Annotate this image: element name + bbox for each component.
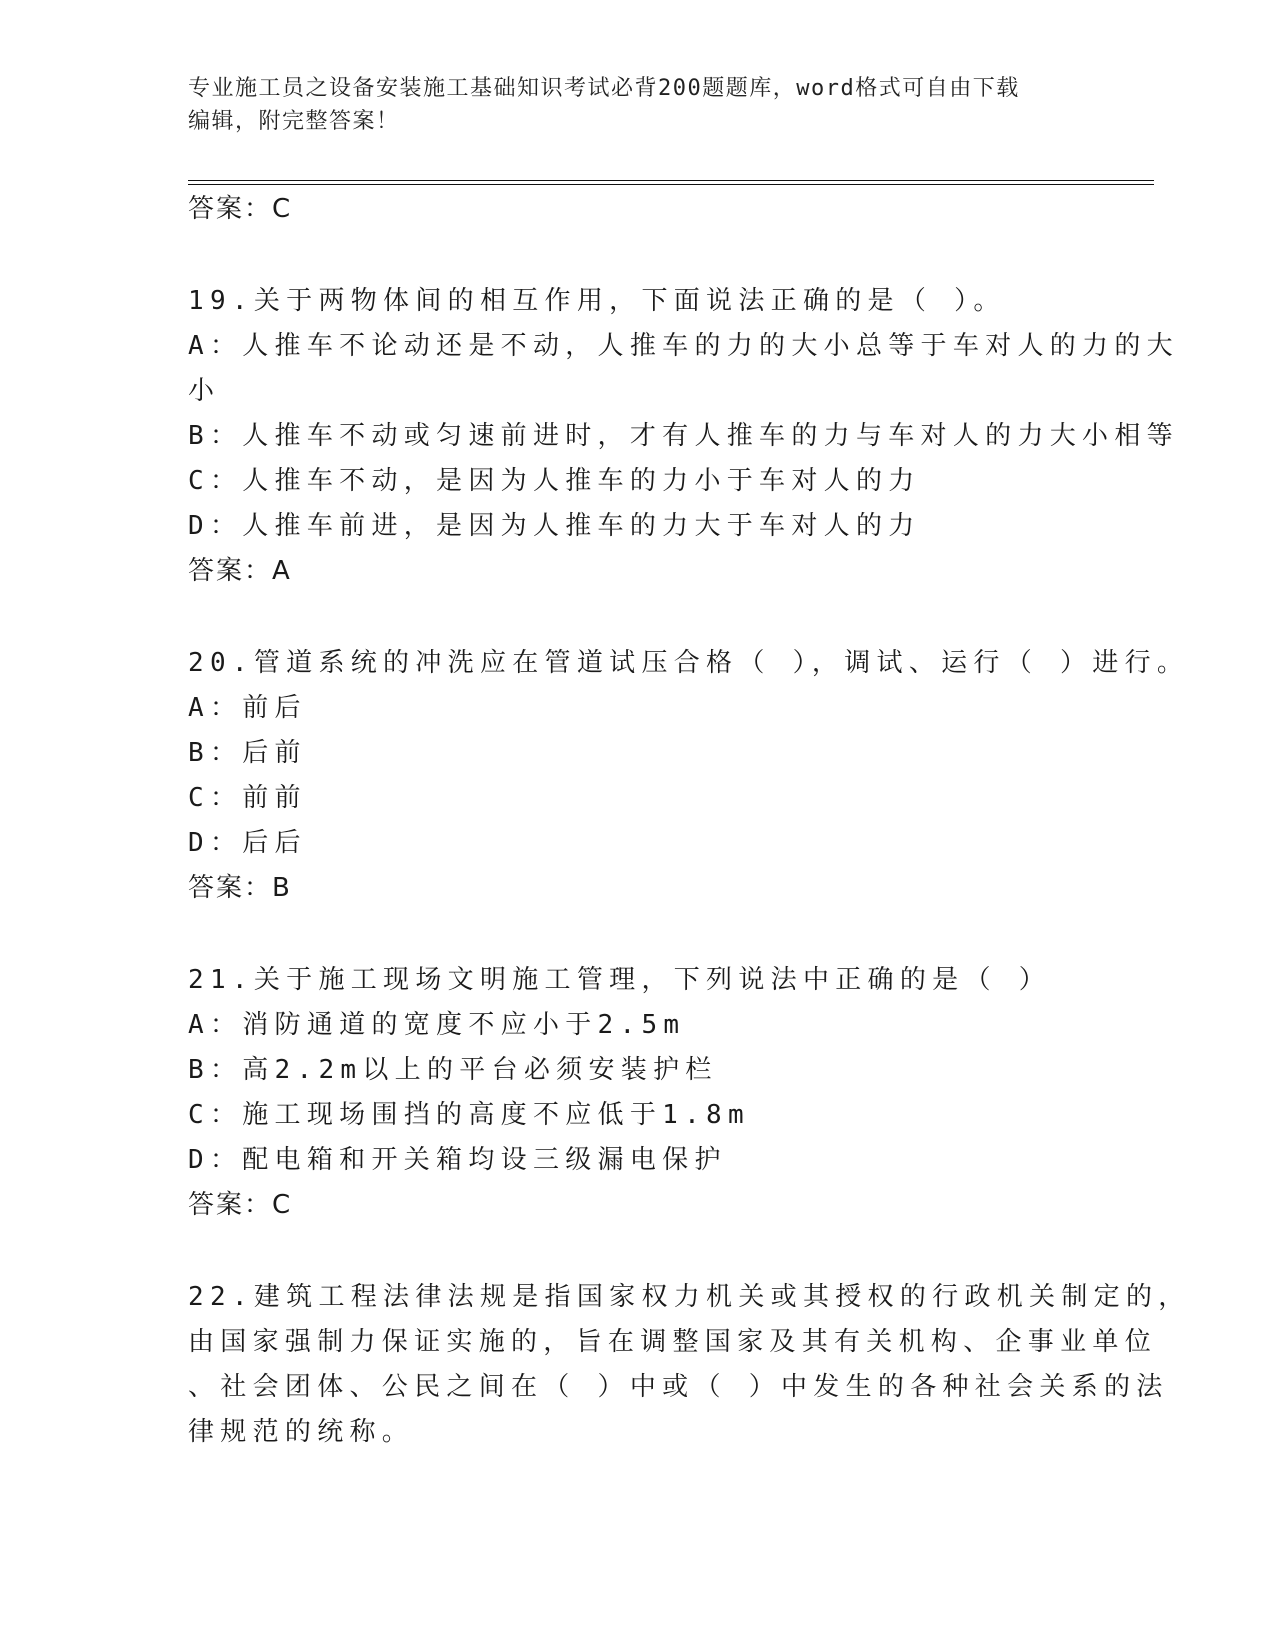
option-a: A：前后: [188, 693, 307, 723]
option-d: D：后后: [188, 828, 307, 858]
option-b: B：人推车不动或匀速前进时，才有人推车的力与车对人的力大小相等: [188, 421, 1179, 451]
question-19: [188, 279, 1179, 594]
answer-previous: 答案：C: [188, 194, 293, 224]
question-answer: 答案：C: [188, 1190, 293, 1220]
option-d: D：配电箱和开关箱均设三级漏电保护: [188, 1145, 727, 1175]
header-divider-thin: [188, 184, 1154, 185]
question-answer: 答案：B: [188, 873, 292, 903]
option-b: B：后前: [188, 738, 307, 768]
question-stem: 21.关于施工现场文明施工管理，下列说法中正确的是（ ）: [188, 965, 1052, 995]
option-c: C：人推车不动，是因为人推车的力小于车对人的力: [188, 466, 921, 496]
option-d: D：人推车前进，是因为人推车的力大于车对人的力: [188, 511, 921, 541]
option-c: C：前前: [188, 783, 307, 813]
question-stem: 20.管道系统的冲洗应在管道试压合格（ ），调试、运行（ ）进行。: [188, 648, 1190, 678]
header-line-1: 专业施工员之设备安装施工基础知识考试必背200题题库，word格式可自由下载: [188, 76, 1020, 101]
question-stem-line-2: 由国家强制力保证实施的，旨在调整国家及其有关机构、企事业单位: [188, 1327, 1158, 1357]
option-a-continued: 小: [188, 376, 221, 406]
question-21: [188, 958, 1088, 1228]
question-22: [188, 1275, 1191, 1455]
document-header: [188, 72, 1068, 138]
option-b: B：高2.2m以上的平台必须安装护栏: [188, 1055, 718, 1085]
question-stem-line-3: 、社会团体、公民之间在（ ）中或（ ）中发生的各种社会关系的法: [188, 1372, 1169, 1402]
question-20: [188, 641, 1190, 911]
question-stem: 19.关于两物体间的相互作用，下面说法正确的是（ ）。: [188, 286, 1006, 316]
option-a: A：人推车不论动还是不动，人推车的力的大小总等于车对人的力的大: [188, 331, 1179, 361]
option-a: A：消防通道的宽度不应小于2.5m: [188, 1010, 686, 1040]
question-stem-line-4: 律规范的统称。: [188, 1417, 415, 1447]
header-line-2: 编辑，附完整答案！: [188, 109, 400, 134]
document-body: [188, 187, 1191, 1455]
question-stem-line-1: 22.建筑工程法律法规是指国家权力机关或其授权的行政机关制定的，: [188, 1282, 1191, 1312]
option-c: C：施工现场围挡的高度不应低于1.8m: [188, 1100, 750, 1130]
header-divider-thick: [188, 180, 1154, 181]
question-answer: 答案：A: [188, 556, 292, 586]
